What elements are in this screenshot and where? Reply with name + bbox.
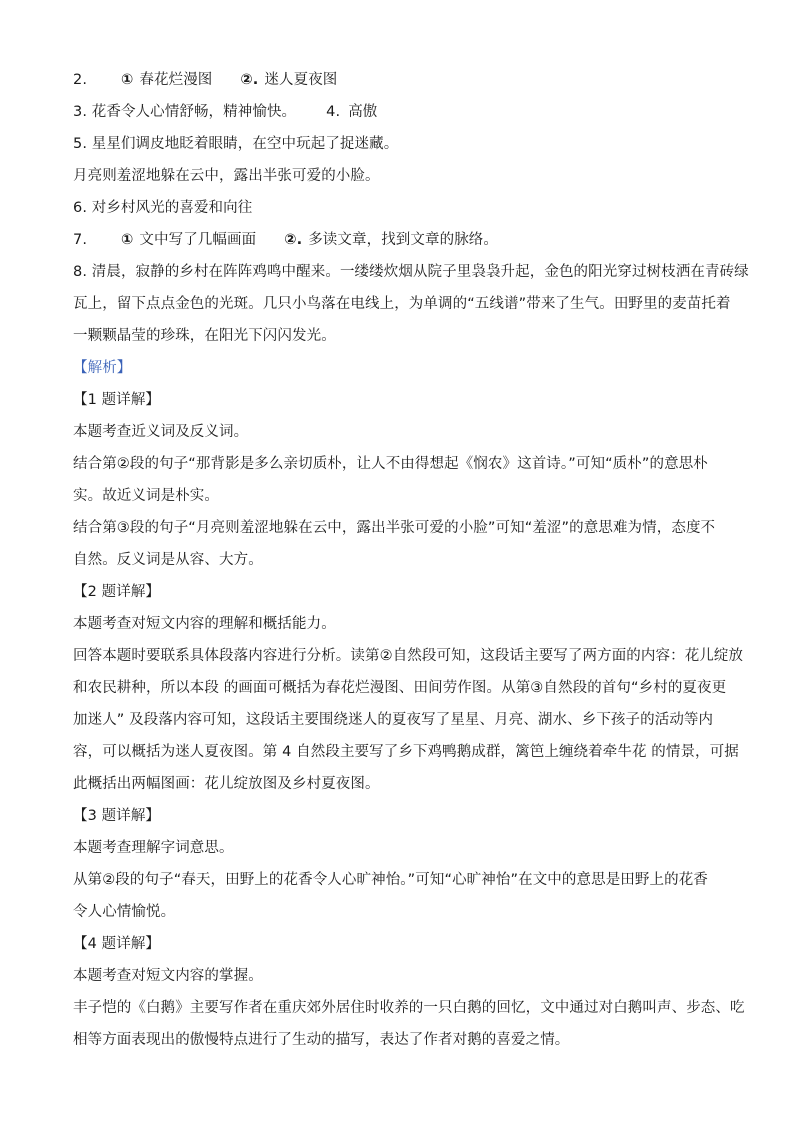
q3-line: 从第②段的句子“春天，田野上的花香令人心旷神怡。”可知“心旷神怡”在文中的意思是田野上的花香 [73,872,708,888]
answer-3-text: 3. 花香令人心情舒畅，精神愉快。 [73,104,297,120]
answer-4-number: 4. [326,104,341,120]
q1-line: 本题考查近义词及反义词。 [73,424,249,440]
q3-heading: 【3 题详解】 [73,808,161,824]
q1-line: 自然。反义词是从容、大方。 [73,552,263,568]
answer-text: 多读文章，找到文章的脉络。 [308,232,499,248]
answer-8-line-3: 一颗颗晶莹的珍珠，在阳光下闪闪发光。 [73,328,336,344]
answer-6: 6. 对乡村风光的喜爱和向往 [73,200,253,216]
q1-line: 结合第②段的句子“那背影是多么亲切质朴，让人不由得想起《悯农》这首诗。”可知“质朴”的意思朴 [73,456,708,472]
q3-line: 本题考查理解字词意思。 [73,840,234,856]
q2-line: 回答本题时要联系具体段落内容进行分析。读第②自然段可知，这段话主要写了两方面的内容：花儿绽放 [73,648,744,664]
answer-5-line-1: 5. 星星们调皮地眨着眼睛，在空中玩起了捉迷藏。 [73,136,399,152]
document-content [73,64,749,1056]
answer-5-line-2: 月亮则羞涩地躲在云中，露出半张可爱的小脸。 [73,168,380,184]
q1-line: 实。故近义词是朴实。 [73,488,219,504]
answer-text: 迷人夏夜图 [264,72,338,88]
q2-line: 加迷人” 及段落内容可知，这段话主要围绕迷人的夏夜写了星星、月亮、湖水、乡下孩子的活动等内 [73,712,714,728]
answer-7 [73,224,723,256]
q1-line: 结合第③段的句子“月亮则羞涩地躲在云中，露出半张可爱的小脸”可知“羞涩”的意思难为情，态度不 [73,520,716,536]
q4-heading: 【4 题详解】 [73,936,161,952]
q2-line: 此概括出两幅图画：花儿绽放图及乡村夏夜图。 [73,776,380,792]
answer-8-line-2: 瓦上，留下点点金色的光斑。几只小鸟落在电线上，为单调的“五线谱”带来了生气。田野里的麦苗托着 [73,296,731,312]
answer-text: 文中写了几幅画面 [139,232,257,248]
answer-2 [73,64,723,96]
q2-line: 和农民耕种，所以本段 的画面可概括为春花烂漫图、田间劳作图。从第③自然段的首句“乡村的夏夜更 [73,680,727,696]
q4-line: 本题考查对短文内容的掌握。 [73,968,263,984]
answer-text: 春花烂漫图 [139,72,213,88]
circled-two: ②. [284,232,303,248]
analysis-heading: 【解析】 [73,360,132,376]
q2-line: 容，可以概括为迷人夏夜图。第 4 自然段主要写了乡下鸡鸭鹅成群，篱笆上缠绕着牵牛花 的情景，可据 [73,744,739,760]
q2-heading: 【2 题详解】 [73,584,161,600]
answer-8-line-1: 8. 清晨，寂静的乡村在阵阵鸡鸣中醒来。一缕缕炊烟从院子里袅袅升起，金色的阳光穿过树枝洒在青砖绿 [73,264,749,280]
q4-line: 丰子恺的《白鹅》主要写作者在重庆郊外居住时收养的一只白鹅的回忆，文中通过对白鹅叫声、步态、吃 [73,1000,745,1016]
answer-3-4 [73,96,723,128]
circled-one: ① [121,232,134,248]
q3-line: 令人心情愉悦。 [73,904,176,920]
q1-heading: 【1 题详解】 [73,392,161,408]
answer-4-text: 高傲 [348,104,378,120]
circled-one: ① [121,72,134,88]
q4-line: 相等方面表现出的傲慢特点进行了生动的描写，表达了作者对鹅的喜爱之情。 [73,1032,570,1048]
circled-two: ②. [240,72,259,88]
answer-number: 2. [73,72,88,88]
answer-number: 7. [73,232,88,248]
q2-line: 本题考查对短文内容的理解和概括能力。 [73,616,336,632]
